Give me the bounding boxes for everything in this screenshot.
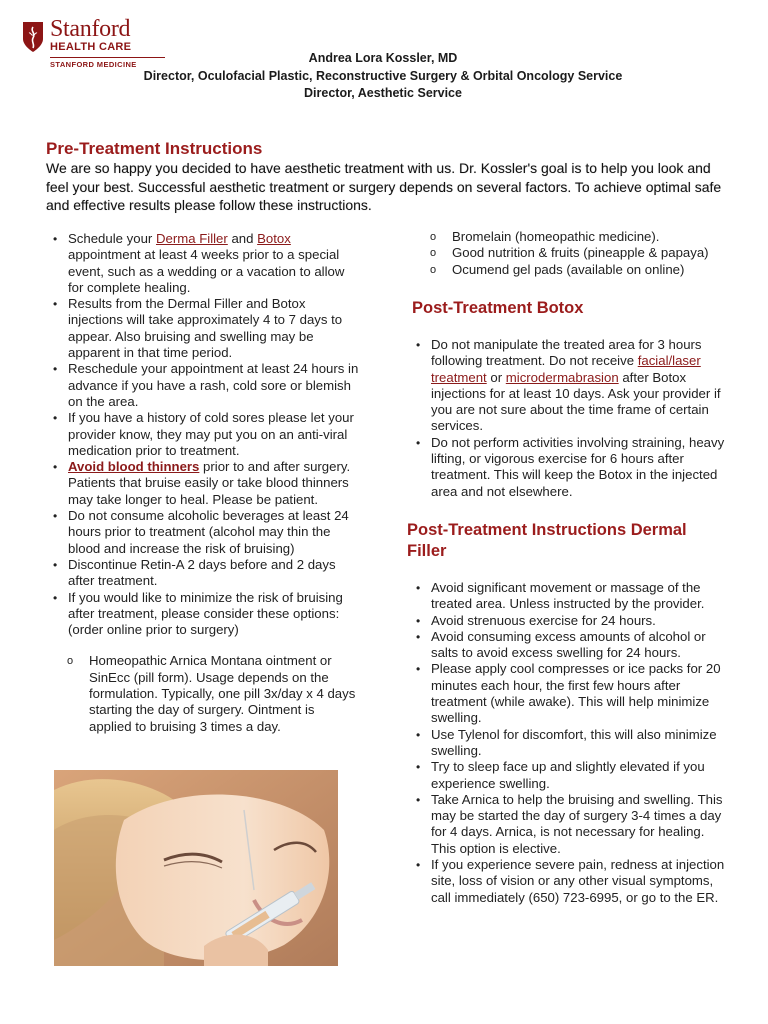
pre-treatment-list — [49, 231, 359, 638]
intro-paragraph: We are so happy you decided to have aesthetic treatment with us. Dr. Kossler's goal is to help you look and feel your best. Successful aesthetic treatment or surgery depends on several factors. To achieve optimal safe and effective results please follow these instructions. — [46, 160, 722, 213]
doctor-name: Andrea Lora Kossler, MD — [308, 51, 458, 65]
list-item: • Do not consume alcoholic beverages at least 24 hours prior to treatment (alcohol may thin the blood and increase the risk of bruising) — [49, 508, 359, 557]
bruising-options-list — [49, 653, 359, 734]
list-item: • Please apply cool compresses or ice packs for 20 minutes each hour, the first few hours after treatment (while awake). This will help minimize swelling. — [412, 661, 730, 726]
option-item: o Bromelain (homeopathic medicine). — [412, 229, 727, 245]
list-item: • Schedule your Derma Filler and Botox appointment at least 4 weeks prior to a special event, such as a wedding or a vacation to allow for complete healing. — [49, 231, 359, 296]
list-item: • If you have a history of cold sores please let your provider know, they may put you on an anti-viral medication prior to treatment. — [49, 410, 359, 459]
list-item: • Use Tylenol for discomfort, this will also minimize swelling. — [412, 727, 730, 760]
list-item: • Avoid strenuous exercise for 24 hours. — [412, 613, 730, 629]
post-filler-section — [412, 580, 730, 906]
treatment-photo — [54, 770, 338, 966]
post-botox-title: Post-Treatment Botox — [412, 299, 584, 317]
botox-link[interactable]: Botox — [257, 231, 291, 246]
bruising-options-continued — [412, 229, 727, 278]
option-item: o Good nutrition & fruits (pineapple & papaya) — [412, 245, 727, 261]
logo-medicine: STANFORD MEDICINE — [50, 60, 137, 69]
list-item: • If you would like to minimize the risk of bruising after treatment, please consider these options: (order online prior to surgery) — [49, 590, 359, 639]
pre-treatment-column — [49, 231, 359, 735]
list-item: • Reschedule your appointment at least 24 hours in advance if you have a rash, cold sore or blemish on the area. — [49, 361, 359, 410]
stanford-shield-icon — [22, 21, 44, 53]
post-filler-title: Post-Treatment Instructions Dermal Filler — [407, 521, 687, 560]
list-item: • Do not manipulate the treated area for 3 hours following treatment. Do not receive facial/laser treatment or microdermabrasion after Botox injections for at least 10 days. Ask your provider if you are not sure about the time frame of certain services. — [412, 337, 730, 435]
list-item: • Results from the Dermal Filler and Botox injections will take approximately 4 to 7 days to appear. Also bruising and swelling may be apparent in that time period. — [49, 296, 359, 361]
list-item: • Avoid blood thinners prior to and after surgery. Patients that bruise easily or take blood thinners may take longer to heal. Please be patient. — [49, 459, 359, 508]
post-botox-section — [412, 337, 730, 500]
option-item: o Ocumend gel pads (available on online) — [412, 262, 727, 278]
list-item: • Take Arnica to help the bruising and swelling. This may be started the day of surgery 3-4 times a day for 4 days. Arnica, is not necessary for healing. This option is elective. — [412, 792, 730, 857]
list-item: • Avoid significant movement or massage of the treated area. Unless instructed by the provider. — [412, 580, 730, 613]
microdermabrasion-link[interactable]: microdermabrasion — [505, 369, 619, 385]
derma-filler-link[interactable]: Derma Filler — [155, 231, 228, 246]
option-item: o Homeopathic Arnica Montana ointment or SinEcc (pill form). Usage depends on the formulation. Typically, one pill 3x/day x 4 days starting the day of surgery. Ointment is applied to bruising 3 times a day. — [49, 653, 359, 734]
logo-name: Stanford — [50, 16, 131, 42]
list-item: • Do not perform activities involving straining, heavy lifting, or vigorous exercise for 6 hours after treatment. This will keep the Botox in the injected area and not elsewhere. — [412, 435, 730, 500]
avoid-blood-thinners-link[interactable]: Avoid blood thinners — [68, 459, 200, 475]
list-item: • Try to sleep face up and slightly elevated if you experience swelling. — [412, 759, 730, 792]
logo-subtitle: HEALTH CARE — [50, 41, 132, 53]
doctor-header — [0, 50, 768, 103]
pre-treatment-title: Pre-Treatment Instructions — [46, 139, 263, 158]
doctor-title-2: Director, Aesthetic Service — [304, 86, 462, 100]
list-item: • Avoid consuming excess amounts of alcohol or salts to avoid excess swelling for 24 hours. — [412, 629, 730, 662]
facial-laser-link[interactable]: facial/laser treatment — [431, 353, 701, 385]
list-item: • If you experience severe pain, redness at injection site, loss of vision or any other visual symptoms, call immediately (650) 723-6995, or go to the ER. — [412, 857, 730, 906]
doctor-title-1: Director, Oculofacial Plastic, Reconstructive Surgery & Orbital Oncology Service — [143, 68, 623, 83]
list-item: • Discontinue Retin-A 2 days before and 2 days after treatment. — [49, 557, 359, 590]
